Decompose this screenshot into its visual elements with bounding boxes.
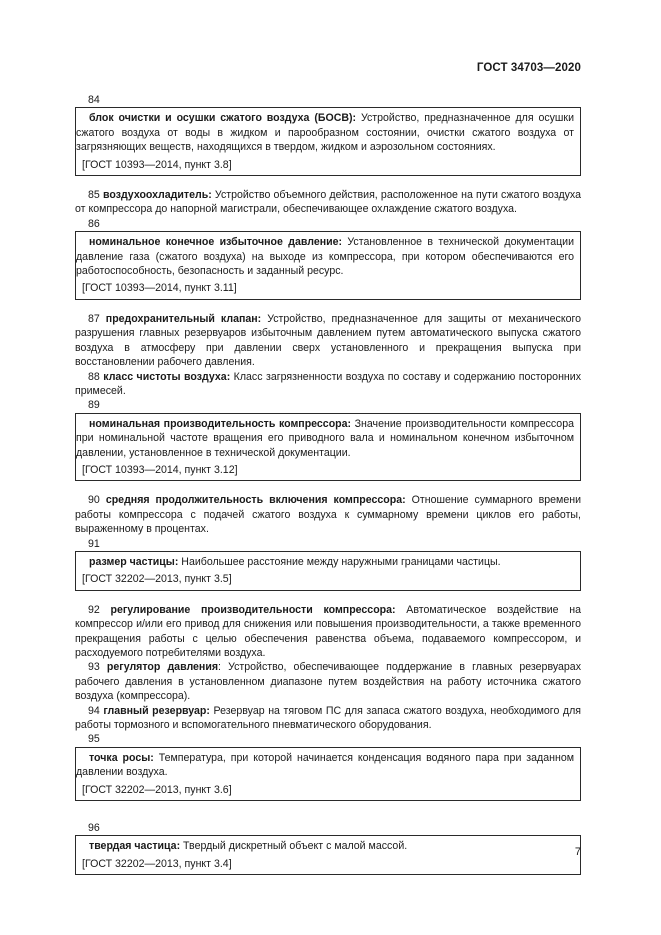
term-number: 86 (88, 217, 100, 230)
page-number: 7 (574, 846, 581, 858)
term-text: Установленное в технической документации давление газа (сжатого воздуха) на выходе из компрессора, при котором обеспечиваются его работоспособность, безопасность и заданный ресурс. (76, 236, 574, 278)
term-text: Наибольшее расстояние между наружными границами частицы. (178, 555, 501, 568)
term-number: 84 (88, 94, 100, 106)
term-text: Класс загрязненности воздуха по составу и содержанию посторонних примесей. (75, 370, 581, 397)
term-name: твердая частица: (89, 840, 181, 853)
term-name: средняя продолжительность включения компрессора: (105, 494, 406, 507)
term-name: блок очистки и осушки сжатого воздуха (БОСВ): (89, 112, 357, 125)
term-number: 93 (88, 661, 100, 674)
standard-header: ГОСТ 34703—2020 (476, 62, 581, 74)
term-definition (76, 751, 574, 780)
term-text: Устройство, предназначенное для защиты от механического разрушения главных резервуаров избыточным давлением путем автоматического выпуска сжатого воздуха в атмосферу при давлении сверх установленного и прекращения выпуска при восстановлении рабочего давления. (75, 312, 581, 369)
term-text: Отношение суммарного времени работы компрессора с подачей сжатого воздуха к суммарному времени циклов его работы, выраженному в процентах. (75, 494, 581, 536)
term-number: 89 (88, 399, 100, 412)
term-definition (76, 555, 574, 569)
term-paragraph (75, 603, 581, 661)
term-text: Значение производительности компрессора при номинальной частоте вращения его приводного вала и номинальном конечном избыточном давлении, установленное в технической документации. (76, 417, 574, 459)
term-name: размер частицы: (89, 555, 179, 568)
term-name: номинальное конечное избыточное давление: (89, 236, 343, 249)
term-source: [ГОСТ 32202—2013, пункт 3.4] (82, 857, 232, 870)
term-name: номинальная производительность компрессора: (89, 417, 352, 430)
term-text: Устройство объемного действия, расположенное на пути сжатого воздуха от компрессора до напорной магистрали, обеспечивающее охлаждение сжатого воздуха. (75, 189, 581, 216)
terms-content (75, 93, 581, 875)
term-number: 94 (88, 704, 100, 717)
term-box (75, 747, 581, 801)
term-name: регулятор давления (106, 661, 219, 674)
term-name: предохранительный клапан: (105, 312, 262, 325)
term-definition (76, 839, 574, 853)
term-number: 85 (88, 189, 100, 202)
term-number: 96 (88, 822, 100, 835)
term-definition (76, 235, 574, 278)
term-text: Температура, при которой начинается конденсация водяного пара при заданном давлении воздуха. (76, 751, 574, 779)
term-number: 95 (88, 733, 100, 746)
term-box (75, 835, 581, 875)
term-text: Устройство, предназначенное для осушки сжатого воздуха от воды в жидком и парообразном состоянии, очистки сжатого воздуха от загрязняющих веществ, находящихся в твердом, жидком и аэрозольном состояниях. (76, 112, 574, 154)
term-paragraph (75, 370, 581, 399)
term-box (75, 107, 581, 176)
term-name: класс чистоты воздуха: (103, 370, 231, 383)
term-source: [ГОСТ 10393—2014, пункт 3.8] (82, 158, 232, 171)
term-source: [ГОСТ 32202—2013, пункт 3.6] (82, 783, 232, 796)
term-definition (76, 111, 574, 154)
term-number: 88 (88, 370, 100, 383)
term-text: Резервуар на тяговом ПС для запаса сжатого воздуха, необходимого для работы тормозного и вспомогательного пневматического оборудования. (75, 704, 581, 732)
term-paragraph (75, 312, 581, 370)
term-source: [ГОСТ 10393—2014, пункт 3.12] (82, 463, 238, 476)
term-number: 90 (88, 494, 100, 507)
term-name: воздухоохладитель: (102, 189, 212, 202)
term-text: Автоматическое воздействие на компрессор и/или его привод для снижения или повышения производительности, а также временного прекращения работы с целью обеспечения равенства объема, подаваемого компрессором, и расходуемого потребителями воздуха. (75, 603, 581, 659)
term-number: 91 (88, 537, 100, 550)
term-source: [ГОСТ 32202—2013, пункт 3.5] (82, 573, 232, 586)
term-box (75, 551, 581, 591)
term-box (75, 231, 581, 300)
term-number: 87 (88, 312, 100, 325)
term-paragraph (75, 660, 581, 703)
term-number: 92 (88, 603, 100, 616)
term-name: точка росы: (89, 751, 154, 764)
term-definition (76, 417, 574, 460)
term-paragraph (75, 704, 581, 733)
term-paragraph (75, 188, 581, 217)
term-name: регулирование производительности компрессора: (110, 603, 396, 616)
term-text: : Устройство, обеспечивающее поддержание в главных резервуарах рабочего давления в установленном диапазоне путем воздействия на работу источника сжатого воздуха (компрессора). (75, 661, 581, 703)
term-box (75, 413, 581, 482)
term-name: главный резервуар: (103, 704, 210, 717)
term-paragraph (75, 493, 581, 536)
term-source: [ГОСТ 10393—2014, пункт 3.11] (82, 282, 237, 295)
term-text: Твердый дискретный объект с малой массой. (180, 840, 408, 853)
